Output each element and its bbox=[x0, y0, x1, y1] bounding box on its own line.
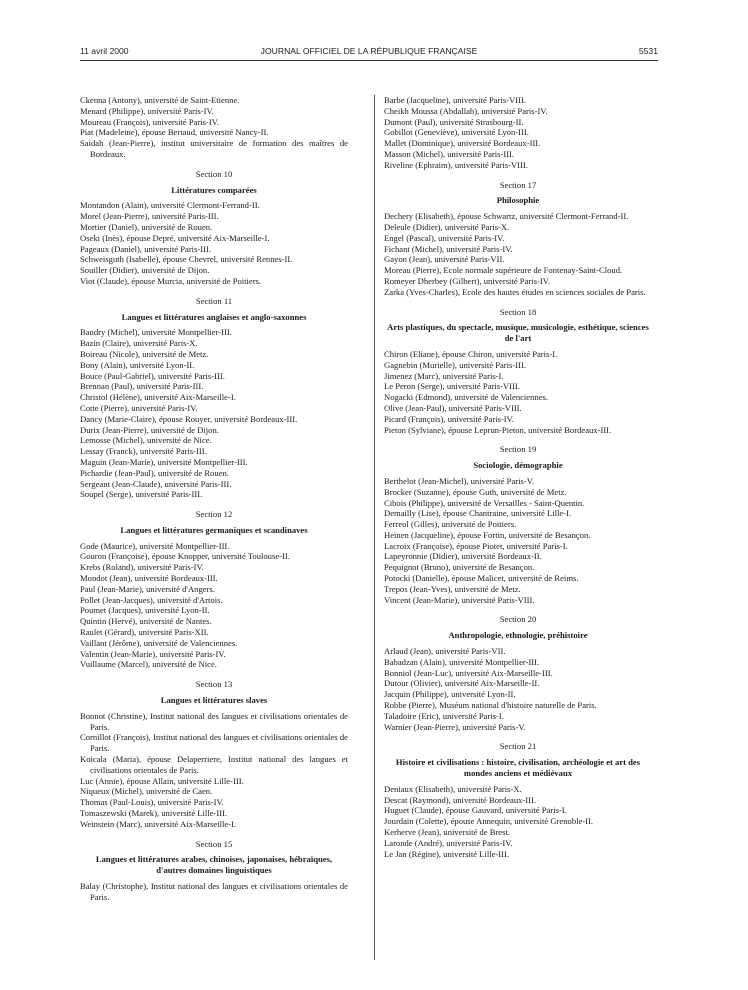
appointment-entry: Durix (Jean-Pierre), université de Dijon. bbox=[80, 424, 219, 435]
appointment-entry: Gagnebin (Murielle), université Paris-III. bbox=[384, 359, 526, 370]
appointment-entry: Berthelot (Jean-Michel), université Paris-V. bbox=[384, 475, 534, 486]
appointment-entry: Lapeyronnie (Didier), université Bordeaux-II. bbox=[384, 551, 542, 562]
right-column bbox=[384, 95, 652, 859]
appointment-entry: Sergeant (Jean-Claude), université Paris-III. bbox=[80, 478, 232, 489]
appointment-entry: Taladoire (Eric), université Paris-I. bbox=[384, 710, 504, 721]
section-block bbox=[80, 169, 348, 287]
appointment-entry: Nogacki (Edmond), université de Valenciennes. bbox=[384, 392, 549, 403]
section-block bbox=[384, 180, 652, 298]
appointment-entry: Christol (Hélène), université Aix-Marseille-I. bbox=[80, 392, 236, 403]
appointment-entry: Koicala (Maria), épouse Delaperriere, Institut national des langues et civilisations orientales de Paris. bbox=[80, 754, 348, 775]
appointment-entry: Deniaux (Elisabeth), université Paris-X. bbox=[384, 783, 522, 794]
appointment-entry: Luc (Annie), épouse Allain, université Lille-III. bbox=[80, 775, 244, 786]
appointment-entry: Bony (Alain), université Lyon-II. bbox=[80, 359, 195, 370]
appointment-entry: Soupel (Serge), université Paris-III. bbox=[80, 489, 203, 500]
section-heading: Section 15 bbox=[195, 838, 233, 849]
appointment-entry: Potocki (Danielle), épouse Malicet, université de Reims. bbox=[384, 573, 579, 584]
appointment-entry: Engel (Pascal), université Paris-IV. bbox=[384, 232, 505, 243]
section-block bbox=[384, 741, 652, 859]
appointment-entry: Bouce (Paul-Gabriel), université Paris-III. bbox=[80, 370, 225, 381]
appointment-entry: Barbe (Jacqueline), université Paris-VIII. bbox=[384, 95, 526, 105]
section-subtitle: Anthropologie, ethnologie, préhistoire bbox=[448, 630, 588, 641]
appointment-entry: Bonniol (Jean-Luc), université Aix-Marseille-III. bbox=[384, 667, 553, 678]
appointment-entry: Gobillot (Geneviève), université Lyon-III. bbox=[384, 127, 529, 138]
appointment-entry: Lessay (Franck), université Paris-III. bbox=[80, 446, 207, 457]
appointment-entry: Bonnot (Christine), Institut national des langues et civilisations orientales de Paris. bbox=[80, 710, 348, 732]
appointment-entry: Jourdain (Colette), épouse Annequin, université Grenoble-II. bbox=[384, 816, 594, 827]
appointment-entry: Souiller (Didier), université de Dijon. bbox=[80, 265, 210, 276]
appointment-entry: Gode (Maurice), université Montpellier-III. bbox=[80, 540, 230, 551]
appointment-entry: Bandry (Michel), université Montpellier-III. bbox=[80, 327, 232, 338]
section-heading: Section 21 bbox=[499, 741, 537, 752]
section-block bbox=[80, 839, 348, 903]
appointment-entry: Lemosse (Michel), université de Nice. bbox=[80, 435, 212, 446]
appointment-entry: Brennan (Paul), université Paris-III. bbox=[80, 381, 204, 392]
appointment-entry: Morel (Jean-Pierre), université Paris-III. bbox=[80, 211, 219, 222]
section-subtitle: Langues et littératures arabes, chinoises, japonaises, hébraïques, d'autres domaines linguistiques bbox=[95, 854, 333, 876]
column-divider bbox=[374, 95, 375, 960]
appointment-entry: Ckenna (Antony), université de Saint-Etienne. bbox=[80, 95, 240, 105]
appointment-entry: Lacroix (Françoise), épouse Piotet, université Paris-I. bbox=[384, 540, 568, 551]
appointment-entry: Masson (Michel), université Paris-III. bbox=[384, 148, 515, 159]
appointment-entry: Jacquin (Philippe), université Lyon-II. bbox=[384, 689, 516, 700]
appointment-entry: Cornillot (François), Institut national des langues et civilisations orientales de Paris. bbox=[80, 732, 348, 754]
appointment-entry: Le Peron (Serge), université Paris-VIII. bbox=[384, 381, 520, 392]
section-subtitle: Sociologie, démographie bbox=[473, 460, 563, 471]
appointment-entry: Bazin (Claire), université Paris-X. bbox=[80, 338, 198, 349]
appointment-entry: Dumont (Paul), université Strasbourg-II. bbox=[384, 116, 524, 127]
appointment-entry: Cibois (Philippe), université de Versailles - Saint-Quentin. bbox=[384, 497, 585, 508]
appointment-entry: Mallet (Dominique), université Bordeaux-III. bbox=[384, 138, 541, 149]
appointment-entry: Mondot (Jean), université Bordeaux-III. bbox=[80, 573, 218, 584]
appointment-entry: Viot (Claude), épouse Murcia, université de Poitiers. bbox=[80, 275, 262, 286]
appointment-entry: Pieton (Sylviane), épouse Leprun-Pieton, université Bordeaux-III. bbox=[384, 424, 612, 435]
section-block bbox=[80, 679, 348, 829]
section-heading: Section 19 bbox=[499, 444, 537, 455]
section-block bbox=[384, 444, 652, 605]
header-rule bbox=[80, 60, 658, 61]
appointment-entry: Brocker (Suzanne), épouse Guth, université de Metz. bbox=[384, 486, 567, 497]
section-heading: Section 12 bbox=[195, 509, 233, 520]
page-header bbox=[80, 46, 658, 60]
appointment-entry: Vuillaume (Marcel), université de Nice. bbox=[80, 659, 217, 670]
appointment-entry: Tomaszewski (Marek), université Lille-III. bbox=[80, 808, 228, 819]
appointment-entry: Balay (Christophe), Institut national des langues et civilisations orientales de Paris. bbox=[80, 881, 348, 902]
appointment-entry: Raulet (Gérard), université Paris-XII. bbox=[80, 627, 209, 638]
section-block bbox=[384, 614, 652, 732]
section-heading: Section 10 bbox=[195, 168, 233, 179]
appointment-entry: Saidah (Jean-Pierre), institut universitaire de formation des maîtres de Bordeaux. bbox=[80, 138, 348, 159]
appointment-entry: Heinen (Jacqueline), épouse Fortin, université de Besançon. bbox=[384, 529, 591, 540]
appointment-entry: Moureau (François), université Paris-IV. bbox=[80, 116, 219, 127]
appointment-entry: Gouron (Françoise), épouse Knopper, université Toulouse-II. bbox=[80, 551, 290, 562]
section-subtitle: Langues et littératures germaniques et scandinaves bbox=[120, 524, 308, 535]
entry-list bbox=[384, 95, 652, 171]
appointment-entry: Babadzan (Alain), université Montpellier-III. bbox=[384, 656, 540, 667]
section-heading: Section 13 bbox=[195, 679, 233, 690]
appointment-entry: Dutour (Olivier), université Aix-Marseille-II. bbox=[384, 678, 540, 689]
section-subtitle: Langues et littératures anglaises et anglo-saxonnes bbox=[121, 311, 307, 322]
appointment-entry: Krebs (Roland), université Paris-IV. bbox=[80, 562, 204, 573]
appointment-entry: Moreau (Pierre), Ecole normale supérieure de Fontenay-Saint-Cloud. bbox=[384, 265, 623, 276]
left-column bbox=[80, 95, 348, 903]
section-subtitle: Histoire et civilisations : histoire, civilisation, archéologie et art des mondes anciens et médiévaux bbox=[395, 757, 641, 779]
appointment-entry: Descat (Raymond), université Bordeaux-III. bbox=[384, 794, 537, 805]
appointment-entry: Laronde (André), université Paris-IV. bbox=[384, 837, 513, 848]
appointment-entry: Romeyer Dherbey (Gilbert), université Paris-IV. bbox=[384, 275, 550, 286]
appointment-entry: Valentin (Jean-Marie), université Paris-IV. bbox=[80, 648, 226, 659]
appointment-entry: Gayon (Jean), université Paris-VII. bbox=[384, 254, 505, 265]
appointment-entry: Mortier (Daniel), université de Rouen. bbox=[80, 221, 213, 232]
appointment-entry: Warnier (Jean-Pierre), université Paris-V. bbox=[384, 721, 526, 732]
appointment-entry: Trepos (Jean-Yves), université de Metz. bbox=[384, 583, 521, 594]
appointment-entry: Boireau (Nicole), université de Metz. bbox=[80, 348, 209, 359]
appointment-entry: Le Jan (Régine), université Lille-III. bbox=[384, 848, 510, 859]
appointment-entry: Demailly (Lise), épouse Chantraine, université Lille-I. bbox=[384, 508, 572, 519]
appointment-entry: Huguet (Claude), épouse Gauvard, université Paris-I. bbox=[384, 805, 567, 816]
section-subtitle: Langues et littératures slaves bbox=[160, 695, 268, 706]
appointment-entry: Maguin (Jean-Marie), université Montpellier-III. bbox=[80, 456, 248, 467]
appointment-entry: Pichardie (Jean-Paul), université de Rouen. bbox=[80, 467, 229, 478]
appointment-entry: Kerherve (Jean), université de Brest. bbox=[384, 827, 510, 838]
section-block bbox=[384, 307, 652, 436]
appointment-entry: Olive (Jean-Paul), université Paris-VIII. bbox=[384, 402, 522, 413]
appointment-entry: Dancy (Marie-Claire), épouse Rouyer, université Bordeaux-III. bbox=[80, 413, 298, 424]
entry-list bbox=[80, 95, 348, 160]
appointment-entry: Cotte (Pierre), université Paris-IV. bbox=[80, 402, 198, 413]
appointment-entry: Robbe (Pierre), Muséum national d'histoire naturelle de Paris. bbox=[384, 700, 597, 711]
appointment-entry: Piat (Madeleine), épouse Bertaud, université Nancy-II. bbox=[80, 127, 269, 138]
appointment-entry: Pequignot (Bruno), université de Besançon. bbox=[384, 562, 535, 573]
appointment-entry: Ferreol (Gilles), université de Poitiers. bbox=[384, 519, 517, 530]
appointment-entry: Chiron (Eliane), épouse Chiron, université Paris-I. bbox=[384, 348, 558, 359]
section-heading: Section 18 bbox=[499, 306, 537, 317]
appointment-entry: Thomas (Paul-Louis), université Paris-IV. bbox=[80, 797, 224, 808]
appointment-entry: Schweisguth (Isabelle), épouse Chevrel, université Rennes-II. bbox=[80, 254, 293, 265]
section-subtitle: Philosophie bbox=[496, 195, 540, 206]
appointment-entry: Niqueux (Michel), université de Caen. bbox=[80, 786, 213, 797]
section-block bbox=[80, 296, 348, 500]
section-heading: Section 11 bbox=[195, 295, 233, 306]
appointment-entry: Poumet (Jacques), université Lyon-II. bbox=[80, 605, 210, 616]
appointment-entry: Zarka (Yves-Charles), Ecole des hautes études en sciences sociales de Paris. bbox=[384, 286, 646, 297]
appointment-entry: Cheikh Moussa (Abdallah), université Paris-IV. bbox=[384, 105, 548, 116]
appointment-entry: Picard (François), université Paris-IV. bbox=[384, 413, 514, 424]
appointment-entry: Arlaud (Jean), université Paris-VII. bbox=[384, 646, 506, 657]
appointment-entry: Deleule (Didier), université Paris-X. bbox=[384, 221, 510, 232]
appointment-entry: Weinstein (Marc), université Aix-Marseille-I. bbox=[80, 818, 237, 829]
appointment-entry: Pageaux (Daniel), université Paris-III. bbox=[80, 243, 212, 254]
page-number: 5531 bbox=[638, 46, 658, 56]
section-subtitle: Littératures comparées bbox=[171, 184, 257, 195]
appointment-entry: Riveline (Ephraim), université Paris-VIII. bbox=[384, 159, 528, 170]
journal-title: JOURNAL OFFICIEL DE LA RÉPUBLIQUE FRANÇAISE bbox=[260, 46, 478, 56]
appointment-entry: Menard (Philippe), université Paris-IV. bbox=[80, 105, 214, 116]
appointment-entry: Vaillant (Jérôme), université de Valenciennes. bbox=[80, 637, 238, 648]
issue-date: 11 avril 2000 bbox=[80, 46, 129, 56]
appointment-entry: Fichant (Michel), université Paris-IV. bbox=[384, 243, 513, 254]
appointment-entry: Vincent (Jean-Marie), université Paris-VIII. bbox=[384, 594, 535, 605]
appointment-entry: Dechery (Elisabeth), épouse Schwartz, université Clermont-Ferrand-II. bbox=[384, 211, 629, 222]
section-block bbox=[80, 509, 348, 670]
appointment-entry: Jimenez (Marc), université Paris-I. bbox=[384, 370, 504, 381]
appointment-entry: Oseki (Inès), épouse Depré, université Aix-Marseille-I. bbox=[80, 232, 270, 243]
appointment-entry: Montandon (Alain), université Clermont-Ferrand-II. bbox=[80, 200, 260, 211]
appointment-entry: Paul (Jean-Marie), université d'Angers. bbox=[80, 583, 215, 594]
appointment-entry: Pollet (Jean-Jacques), université d'Artois. bbox=[80, 594, 223, 605]
section-heading: Section 20 bbox=[499, 614, 537, 625]
section-heading: Section 17 bbox=[499, 179, 537, 190]
appointment-entry: Quintin (Hervé), université de Nantes. bbox=[80, 616, 212, 627]
section-subtitle: Arts plastiques, du spectacle, musique, musicologie, esthétique, sciences de l'art bbox=[387, 322, 649, 344]
